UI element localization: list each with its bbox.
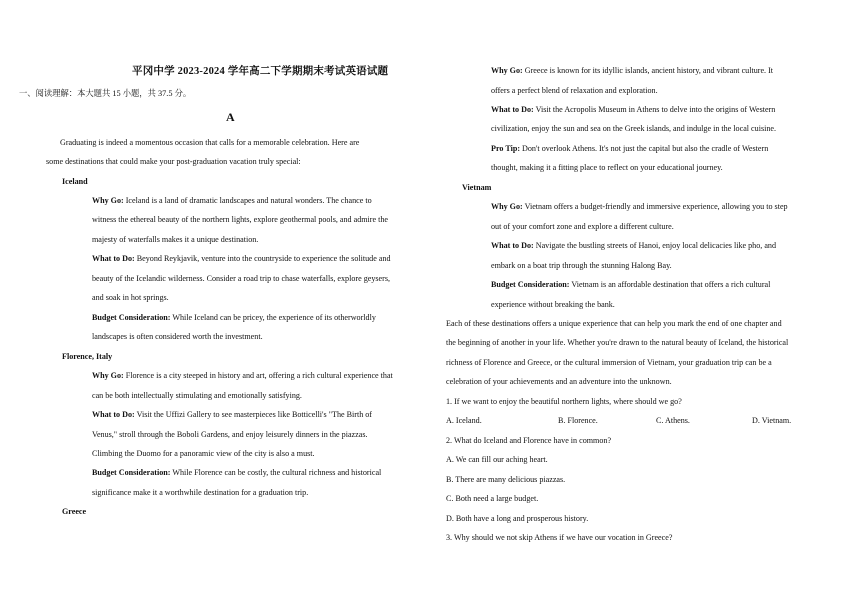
what-to-do-label: What to Do: [92, 254, 135, 263]
paragraph-line: majesty of waterfalls makes it a unique destination. [92, 235, 259, 244]
why-go-label: Why Go: [92, 196, 124, 205]
paragraph-line: Why Go: Iceland is a land of dramatic landscapes and natural wonders. The chance to [92, 196, 372, 205]
paragraph-line: offers a perfect blend of relaxation and exploration. [491, 86, 658, 95]
exam-title: 平冈中学 2023-2024 学年高二下学期期末考试英语试题 [132, 66, 389, 77]
paragraph-line: Budget Consideration: Vietnam is an affordable destination that offers a rich cultural [491, 280, 771, 289]
conclusion-line: the beginning of another in your life. Whether you're drawn to the natural beauty of Iceland, the historical [446, 338, 789, 347]
budget-label: Budget Consideration: [92, 313, 171, 322]
passage-label: A [226, 110, 235, 124]
q2-option-d: D. Both have a long and prosperous history. [446, 514, 589, 523]
what-to-do-label: What to Do: [491, 105, 534, 114]
paragraph-line: landscapes is often considered worth the investment. [92, 332, 263, 341]
destination-heading-iceland: Iceland [62, 177, 88, 186]
q1-option-a: A. Iceland. [446, 416, 482, 425]
what-to-do-label: What to Do: [92, 410, 135, 419]
paragraph-line: significance make it a worthwhile destination for a graduation trip. [92, 488, 309, 497]
intro-line: some destinations that could make your post-graduation vacation truly special: [46, 157, 301, 166]
q2-option-a: A. We can fill our aching heart. [446, 455, 548, 464]
conclusion-line: celebration of your achievements and an adventure into the unknown. [446, 377, 672, 386]
what-to-do-label: What to Do: [491, 241, 534, 250]
paragraph-line: civilization, enjoy the sun and sea on the Greek islands, and indulge in the local cuisine. [491, 124, 777, 133]
why-go-label: Why Go: [491, 202, 523, 211]
why-go-label: Why Go: [491, 66, 523, 75]
q2-option-c: C. Both need a large budget. [446, 494, 539, 503]
paragraph-line: What to Do: Navigate the bustling streets of Hanoi, enjoy local delicacies like pho, and [491, 241, 777, 250]
question-3: 3. Why should we not skip Athens if we have our vocation in Greece? [446, 533, 673, 542]
paragraph-line: can be both intellectually stimulating and emotionally satisfying. [92, 391, 302, 400]
paragraph-line: witness the ethereal beauty of the northern lights, explore geothermal pools, and admire the [92, 215, 389, 224]
question-1: 1. If we want to enjoy the beautiful northern lights, where should we go? [446, 397, 682, 406]
section-heading: 一、阅读理解：本大题共 15 小题，共 37.5 分。 [19, 89, 192, 98]
paragraph-line: Climbing the Duomo for a panoramic view of the city is also a must. [92, 449, 315, 458]
destination-heading-vietnam: Vietnam [462, 183, 492, 192]
paragraph-line: experience without breaking the bank. [491, 300, 615, 309]
pro-tip-label: Pro Tip: [491, 144, 521, 153]
paragraph-line: embark on a boat trip through the stunning Halong Bay. [491, 261, 672, 270]
paragraph-line: Budget Consideration: While Florence can be costly, the cultural richness and historical [92, 468, 382, 477]
q1-option-b: B. Florence. [558, 416, 598, 425]
paragraph-line: What to Do: Beyond Reykjavik, venture into the countryside to experience the solitude and [92, 254, 391, 263]
q2-option-b: B. There are many delicious piazzas. [446, 475, 566, 484]
paragraph-line: and soak in hot springs. [92, 293, 169, 302]
budget-label: Budget Consideration: [491, 280, 570, 289]
paragraph-line: thought, making it a fitting place to reflect on your educational journey. [491, 163, 723, 172]
paragraph-line: Why Go: Florence is a city steeped in history and art, offering a rich cultural experience that [92, 371, 393, 380]
q1-option-c: C. Athens. [656, 416, 690, 425]
paragraph-line: Why Go: Vietnam offers a budget-friendly and immersive experience, allowing you to step [491, 202, 788, 211]
intro-line: Graduating is indeed a momentous occasion that calls for a memorable celebration. Here are [60, 138, 360, 147]
destination-heading-greece: Greece [62, 507, 87, 516]
paragraph-line: Pro Tip: Don't overlook Athens. It's not just the capital but also the cradle of Western [491, 144, 769, 153]
paragraph-line: Why Go: Greece is known for its idyllic islands, ancient history, and vibrant culture. It [491, 66, 774, 75]
conclusion-line: richness of Florence and Greece, or the cultural immersion of Vietnam, your graduation trip can be a [446, 358, 772, 367]
q1-option-d: D. Vietnam. [752, 416, 792, 425]
paragraph-line: Budget Consideration: While Iceland can be pricey, the experience of its otherworldly [92, 313, 376, 322]
question-2: 2. What do Iceland and Florence have in common? [446, 436, 612, 445]
why-go-label: Why Go: [92, 371, 124, 380]
conclusion-line: Each of these destinations offers a unique experience that can help you mark the end of one chapter and [446, 319, 782, 328]
paragraph-line: beauty of the Icelandic wilderness. Consider a road trip to chase waterfalls, explore geysers, [92, 274, 391, 283]
destination-heading-florence: Florence, Italy [62, 352, 113, 361]
paragraph-line: out of your comfort zone and explore a different culture. [491, 222, 674, 231]
budget-label: Budget Consideration: [92, 468, 171, 477]
paragraph-line: What to Do: Visit the Acropolis Museum in Athens to delve into the origins of Western [491, 105, 776, 114]
paragraph-line: What to Do: Visit the Uffizi Gallery to see masterpieces like Botticelli's "The Birth of [92, 410, 373, 419]
paragraph-line: Venus," stroll through the Boboli Gardens, and enjoy leisurely dinners in the piazzas. [92, 430, 368, 439]
